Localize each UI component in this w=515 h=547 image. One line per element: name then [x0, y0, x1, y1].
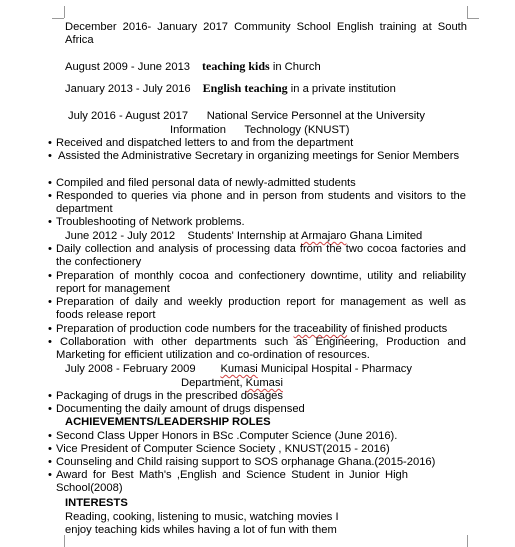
list-item: Preparation of daily and weekly production report for management as well as foods release report [56, 296, 466, 322]
interests-line-1: Reading, cooking, listening to music, watching movies I [65, 511, 339, 523]
hospital-heading-line2: Department, Kumasi [181, 377, 283, 389]
bullet-icon: • [48, 137, 52, 149]
list-item: Vice President of Computer Science Society , KNUST(2015 - 2016) [56, 443, 390, 455]
crop-mark-top-left-vertical [64, 6, 65, 18]
bullet-icon: • [48, 270, 52, 282]
bullet-icon: • [48, 403, 52, 415]
list-item: Received and dispatched letters to and from the department [56, 137, 354, 149]
list-item: Compiled and filed personal data of newly-admitted students [56, 177, 356, 189]
experience-entry-south-africa: December 2016- January 2017 Community School English training at South Africa [65, 21, 467, 47]
experience-entry-private-institution: January 2013 - July 2016 English teaching in a private institution [65, 81, 396, 95]
bullet-icon: • [48, 177, 52, 189]
list-item: Responded to queries via phone and in person from students and visitors to the department [56, 190, 466, 216]
bullet-icon: • [48, 216, 52, 228]
list-item: Second Class Upper Honors in BSc .Computer Science (June 2016). [56, 430, 398, 442]
bullet-icon: • [48, 296, 52, 308]
list-item: Preparation of monthly cocoa and confectionery downtime, utility and reliability report for management [56, 270, 466, 296]
list-item: Daily collection and analysis of processing data from the two cocoa factories and the confectionery [56, 243, 466, 269]
internship-heading: June 2012 - July 2012 Students' Internship at Armajaro Ghana Limited [65, 230, 423, 242]
list-item: Award for Best Math's ,English and Science Student in Junior High School(2008) [56, 469, 408, 495]
crop-mark-top-right-horizontal [467, 18, 479, 19]
list-item: Counseling and Child raising support to SOS orphanage Ghana.(2015-2016) [56, 456, 436, 468]
list-item: Packaging of drugs in the prescribed dosages [56, 390, 284, 402]
bullet-icon: • [48, 323, 52, 335]
crop-mark-top-right-vertical [467, 6, 468, 18]
list-item: Preparation of production code numbers for the traceability of finished products [56, 323, 448, 335]
bullet-icon: • [48, 243, 52, 255]
bullet-icon: • [48, 150, 52, 162]
interests-line-2: enjoy teaching kids whiles having a lot of fun with them [65, 524, 337, 536]
nsp-heading-line1: July 2016 - August 2017 National Service Personnel at the University [68, 110, 425, 122]
bullet-icon: • [48, 336, 52, 348]
crop-mark-bottom-right-vertical [467, 535, 468, 547]
bullet-icon: • [48, 390, 52, 402]
experience-entry-church: August 2009 - June 2013 teaching kids in Church [65, 59, 321, 73]
interests-heading: INTERESTS [65, 497, 128, 509]
hospital-heading-line1: July 2008 - February 2009 Kumasi Municipal Hospital - Pharmacy [65, 363, 412, 375]
achievements-heading: ACHIEVEMENTS/LEADERSHIP ROLES [65, 416, 271, 428]
bullet-icon: • [48, 469, 52, 481]
list-item: Assisted the Administrative Secretary in organizing meetings for Senior Members [58, 150, 460, 162]
nsp-heading-line2: Information Technology (KNUST) [170, 124, 350, 136]
bullet-icon: • [48, 430, 52, 442]
bullet-icon: • [48, 190, 52, 202]
list-item: Troubleshooting of Network problems. [56, 216, 245, 228]
list-item: Documenting the daily amount of drugs dispensed [56, 403, 305, 415]
list-item: Collaboration with other departments such as Engineering, Production and Marketing for efficient utilization and co-ordination of resources. [56, 336, 466, 362]
bullet-icon: • [48, 443, 52, 455]
crop-mark-top-left-horizontal [52, 18, 64, 19]
bullet-icon: • [48, 456, 52, 468]
